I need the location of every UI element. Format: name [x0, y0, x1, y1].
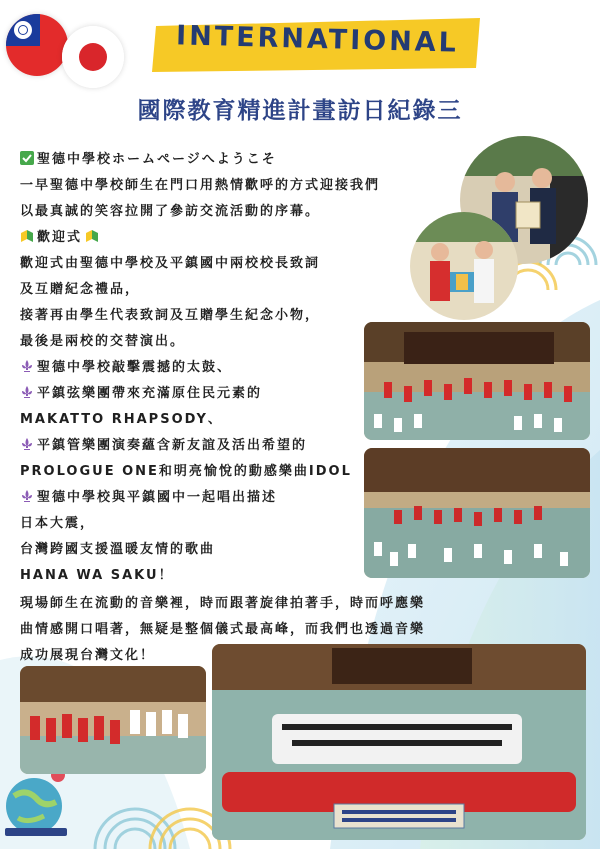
photo-performance-hall-2 [364, 448, 590, 578]
body-line-20: 成功展現台灣文化！ [20, 648, 156, 663]
body-line-4: 歡迎式 [20, 226, 102, 245]
fleur-de-lis-icon [20, 359, 34, 373]
body-line-17: HANA WA SAKU！ [20, 568, 174, 583]
body-line-5: 歡迎式由聖德中學校及平鎮國中兩校校長致詞 [20, 256, 321, 271]
body-line-19: 曲情感開口唱著，無疑是整個儀式最高峰，而我們也透過音樂 [20, 622, 426, 637]
body-line-12: 平鎮管樂團演奏蘊含新友誼及活出希望的 [20, 434, 307, 453]
body-line-10: 平鎮弦樂團帶來充滿原住民元素的 [20, 382, 262, 401]
fleur-de-lis-icon [20, 385, 34, 399]
body-line-6: 及互贈紀念禮品， [20, 282, 141, 297]
taiwan-flag-icon [6, 14, 68, 76]
body-line-13: PROLOGUE ONE和明亮愉悅的動感樂曲IDOL [20, 464, 352, 479]
page-title: 國際教育精進計畫訪日紀錄三 [137, 98, 463, 124]
body-line-14: 聖德中學校與平鎮國中一起唱出描述 [20, 486, 277, 505]
photo-students-gift [410, 212, 518, 320]
fleur-de-lis-icon [20, 489, 34, 503]
body-line-7: 接著再由學生代表致詞及互贈學生紀念小物， [20, 308, 321, 323]
fleur-de-lis-icon [20, 437, 34, 451]
body-line-8: 最後是兩校的交替演出。 [20, 334, 186, 349]
body-line-11: MAKATTO RHAPSODY、 [20, 412, 223, 427]
body-line-1: 聖德中學校ホームページへようこそ [20, 148, 277, 167]
beginner-mark-icon [20, 229, 34, 243]
body-line-3: 以最真誠的笑容拉開了參訪交流活動的序幕。 [20, 204, 321, 219]
photo-group-photo [212, 644, 586, 840]
banner-text: INTERNATIONAL [175, 20, 460, 59]
japan-flag-icon [62, 26, 124, 88]
photo-students-singing [20, 666, 206, 774]
body-line-9: 聖德中學校敲擊震撼的太鼓、 [20, 356, 232, 375]
body-line-15: 日本大震， [20, 516, 96, 531]
body-line-18: 現場師生在流動的音樂裡，時而跟著旋律拍著手，時而呼應樂 [20, 596, 426, 611]
photo-performance-hall-1 [364, 322, 590, 440]
check-mark-icon [20, 151, 34, 165]
body-line-2: 一早聖德中學校師生在門口用熱情歡呼的方式迎接我們 [20, 178, 381, 193]
body-line-16: 台灣跨國支援溫暖友情的歌曲 [20, 542, 216, 557]
beginner-mark-icon [85, 229, 99, 243]
